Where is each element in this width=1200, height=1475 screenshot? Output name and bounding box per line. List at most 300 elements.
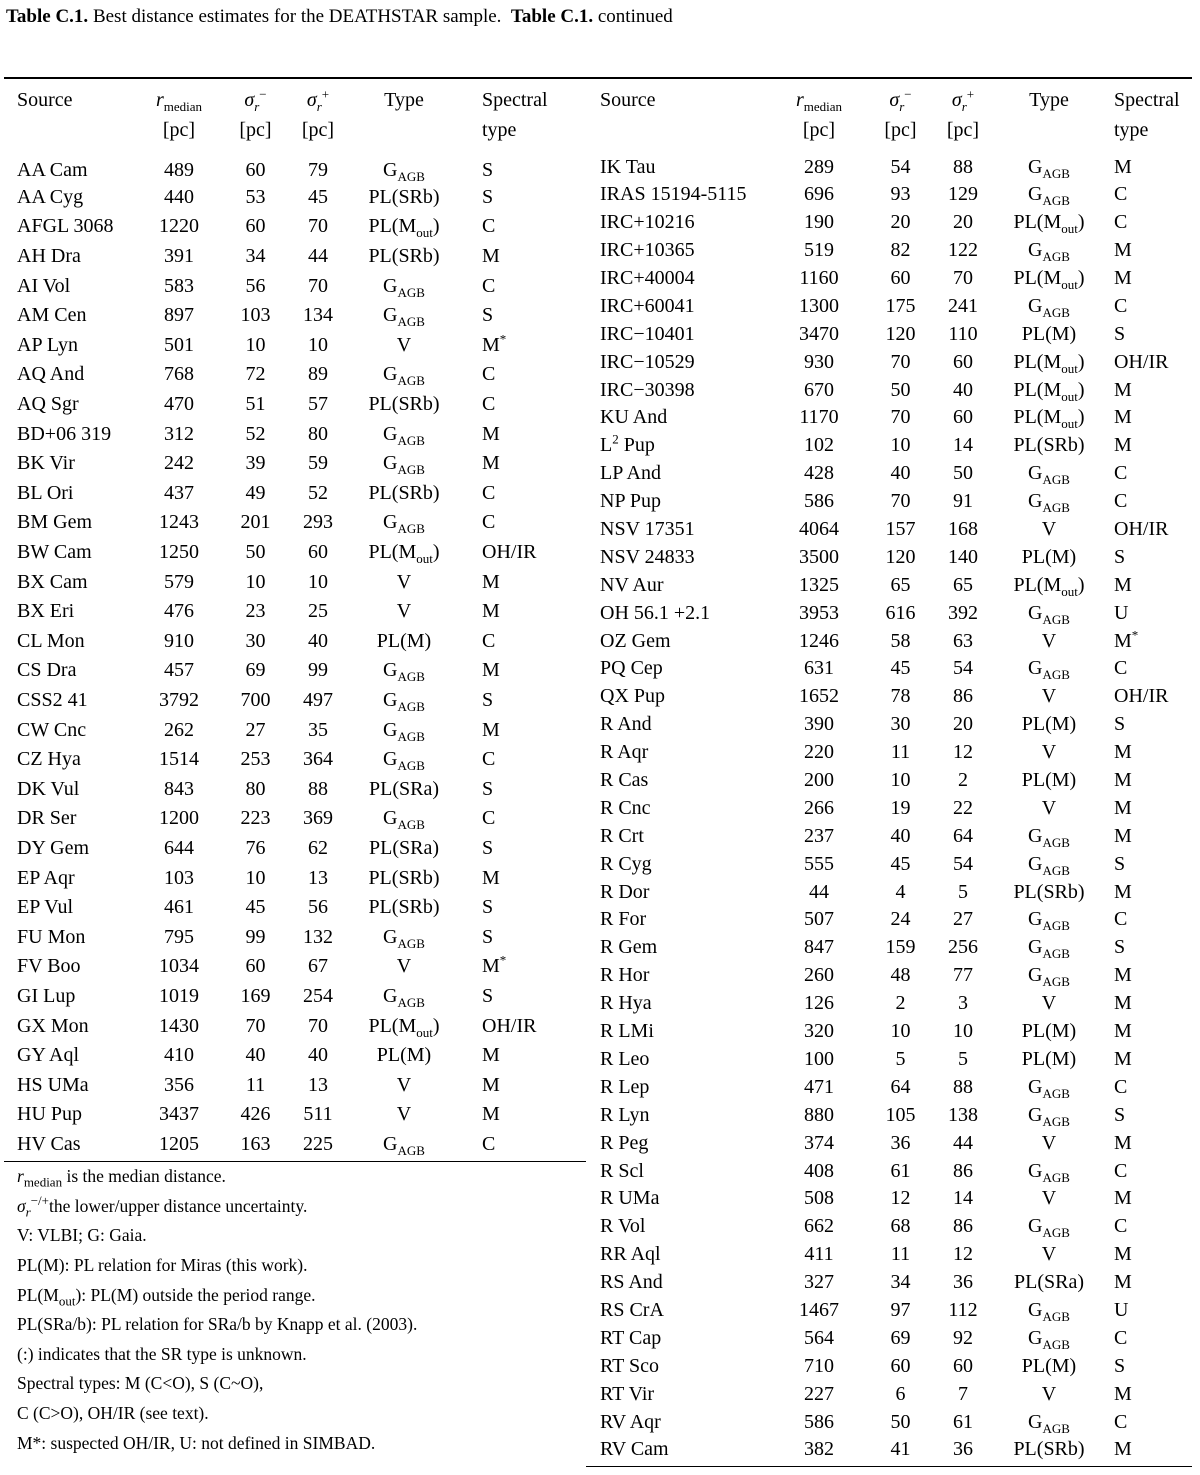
table-row	[4, 1011, 586, 1041]
cell-type: $G_{AGB}$	[1028, 156, 1070, 182]
cell-sigma-plus: 369	[303, 807, 333, 830]
cell-sigma-plus: 88	[953, 156, 973, 179]
cell-sigma-plus: 70	[953, 267, 973, 289]
cell-rmedian: 3470	[799, 322, 839, 345]
header-rmedian: $r_{median}$	[795, 89, 843, 114]
cell-source: R Cas	[600, 769, 649, 792]
table-row	[586, 460, 1192, 488]
cell-sigma-minus: 120	[885, 545, 916, 568]
cell-type: $G_{AGB}$	[1028, 824, 1070, 850]
header-type: Type	[384, 89, 424, 111]
cell-source: GY Aql	[17, 1044, 80, 1067]
cell-sigma-plus: 60	[953, 406, 973, 429]
header-unit: [pc]	[802, 119, 836, 141]
cell-source: RT Vir	[600, 1382, 655, 1405]
cell-sigma-plus: 62	[308, 836, 328, 859]
cell-sigma-minus: 58	[890, 629, 911, 652]
header-source: Source	[600, 89, 656, 111]
cell-source: GX Mon	[17, 1014, 89, 1037]
cell-type: V	[396, 600, 412, 623]
cell-source: HU Pup	[17, 1103, 83, 1126]
cell-type: $G_{AGB}$	[383, 274, 425, 300]
cell-spectral-type: M	[1114, 406, 1132, 429]
table-row	[4, 153, 586, 183]
cell-spectral-type: M	[1114, 156, 1132, 179]
cell-rmedian: 847	[804, 936, 834, 959]
cell-sigma-plus: 65	[953, 573, 973, 596]
table-row	[4, 567, 586, 597]
cell-spectral-type: M	[1114, 1020, 1132, 1043]
cell-type: $PL(M_{out})$	[1013, 350, 1085, 376]
cell-source: AH Dra	[17, 245, 81, 268]
table-row	[586, 153, 1192, 181]
cell-spectral-type: M	[482, 1044, 500, 1067]
cell-source: IRC−10529	[600, 350, 695, 373]
cell-type: $G_{AGB}$	[383, 807, 425, 833]
cell-type: $G_{AGB}$	[383, 363, 425, 389]
cell-spectral-type: C	[482, 1132, 496, 1155]
cell-type: PL(SRb)	[368, 481, 440, 504]
cell-sigma-minus: 163	[240, 1132, 271, 1155]
cell-spectral-type: M	[1114, 964, 1132, 987]
cell-rmedian: 356	[164, 1073, 194, 1096]
caption-label: Table C.1.	[6, 6, 89, 27]
cell-rmedian: 103	[164, 866, 194, 889]
cell-source: BX Cam	[17, 570, 88, 593]
cell-source: IRC−30398	[600, 378, 695, 401]
cell-rmedian: 1243	[159, 511, 199, 534]
cell-spectral-type: M	[1114, 1131, 1132, 1154]
table-row	[586, 348, 1192, 376]
cell-spectral-type: C	[1114, 1159, 1128, 1182]
cell-type: PL(M)	[1021, 713, 1077, 736]
cell-sigma-plus: 35	[308, 718, 328, 741]
cell-type: PL(SRa)	[369, 836, 439, 859]
cell-type: PL(M)	[1021, 769, 1077, 792]
cell-sigma-minus: 40	[890, 824, 911, 847]
cell-spectral-type: M	[482, 245, 500, 268]
cell-type: $G_{AGB}$	[1028, 490, 1070, 516]
cell-rmedian: 327	[804, 1271, 834, 1294]
header-spectral: Spectral	[482, 89, 548, 111]
cell-type: $G_{AGB}$	[383, 748, 425, 774]
cell-rmedian: 579	[164, 570, 194, 593]
cell-sigma-plus: 132	[303, 925, 333, 948]
cell-type: $G_{AGB}$	[383, 718, 425, 744]
cell-source: NP Pup	[600, 490, 661, 513]
note-spectral: Spectral types: M (C<O), S (C~O),	[17, 1373, 264, 1394]
cell-sigma-plus: 86	[953, 1159, 973, 1182]
cell-spectral-type: C	[482, 629, 496, 652]
cell-sigma-minus: 10	[245, 866, 266, 889]
cell-spectral-type: M	[1114, 1438, 1132, 1461]
table-row	[586, 1157, 1192, 1185]
cell-sigma-plus: 44	[308, 245, 328, 268]
cell-spectral-type: C	[1114, 1410, 1128, 1433]
cell-type: $G_{AGB}$	[1028, 852, 1070, 878]
cell-rmedian: 564	[804, 1326, 834, 1349]
table-row	[586, 1129, 1192, 1157]
table-row	[4, 390, 586, 420]
cell-sigma-plus: 61	[953, 1410, 973, 1433]
cell-type: $G_{AGB}$	[1028, 964, 1070, 990]
cell-sigma-plus: 59	[308, 452, 328, 475]
table-row	[586, 320, 1192, 348]
cell-source: BD+06 319	[17, 422, 112, 445]
cell-rmedian: 126	[804, 992, 834, 1015]
table-row	[4, 301, 586, 331]
header-spectral-2: type	[482, 119, 517, 141]
cell-rmedian: 289	[804, 156, 834, 179]
cell-sigma-minus: 105	[885, 1103, 916, 1126]
table-row	[586, 1073, 1192, 1101]
table-left	[4, 77, 586, 1458]
cell-rmedian: 1325	[799, 573, 839, 596]
cell-source: IRC+60041	[600, 294, 695, 317]
cell-type: $G_{AGB}$	[1028, 1298, 1070, 1324]
table-body-left	[4, 153, 586, 1159]
header-sigma-minus: $\sigma_r^-$	[244, 86, 267, 114]
cell-rmedian: 644	[164, 836, 194, 859]
cell-source: R Cyg	[600, 852, 652, 875]
cell-sigma-plus: 511	[303, 1103, 333, 1126]
cell-source: R And	[600, 713, 652, 736]
cell-source: R Dor	[600, 880, 650, 903]
cell-sigma-minus: 223	[240, 807, 271, 830]
table-row	[4, 745, 586, 775]
note-rmedian: $r_{median}$ is the median distance.	[17, 1166, 226, 1190]
cell-type: $G_{AGB}$	[1028, 936, 1070, 962]
cell-sigma-plus: 91	[953, 490, 973, 513]
cell-sigma-plus: 13	[308, 866, 328, 889]
cell-spectral-type: S	[1114, 322, 1126, 345]
cell-sigma-plus: 60	[308, 541, 328, 564]
cell-rmedian: 1246	[799, 629, 839, 652]
cell-sigma-minus: 54	[890, 156, 911, 179]
cell-sigma-minus: 50	[245, 541, 266, 564]
cell-sigma-plus: 25	[308, 600, 328, 623]
table-row	[586, 767, 1192, 795]
cell-rmedian: 1250	[159, 541, 199, 564]
cell-sigma-minus: 93	[890, 183, 911, 206]
cell-rmedian: 200	[804, 769, 834, 792]
header-source: Source	[17, 89, 73, 111]
cell-type: PL(M)	[376, 1044, 432, 1067]
header-spectral-2: type	[1114, 119, 1149, 141]
cell-sigma-plus: 112	[948, 1298, 978, 1321]
cell-type: $G_{AGB}$	[1028, 239, 1070, 265]
cell-source: R Peg	[600, 1131, 649, 1154]
cell-type: PL(SRb)	[368, 896, 440, 919]
table-row	[586, 1297, 1192, 1325]
cell-source: R Vol	[600, 1215, 646, 1238]
table-row	[586, 906, 1192, 934]
cell-rmedian: 768	[164, 363, 194, 386]
cell-source: IK Tau	[600, 156, 656, 179]
cell-sigma-plus: 54	[953, 852, 973, 875]
table-row	[4, 952, 586, 982]
table-row	[4, 597, 586, 627]
cell-spectral-type: M	[1114, 573, 1132, 596]
cell-sigma-minus: 2	[895, 992, 906, 1015]
cell-spectral-type: M	[1114, 992, 1132, 1015]
note-methods: V: VLBI; G: Gaia.	[17, 1225, 147, 1246]
cell-sigma-minus: 10	[890, 1020, 911, 1043]
cell-type: $G_{AGB}$	[1028, 908, 1070, 934]
cell-sigma-minus: 69	[890, 1326, 911, 1349]
cell-sigma-minus: 10	[245, 333, 266, 356]
table-row	[586, 850, 1192, 878]
cell-rmedian: 1200	[159, 807, 199, 830]
table-row	[586, 404, 1192, 432]
table-row	[586, 1324, 1192, 1352]
cell-sigma-minus: 39	[245, 452, 266, 475]
cell-sigma-minus: 10	[890, 769, 911, 792]
cell-rmedian: 1170	[799, 406, 839, 429]
cell-type: PL(SRb)	[1013, 1438, 1085, 1461]
cell-spectral-type: S	[482, 185, 494, 208]
cell-rmedian: 410	[164, 1044, 194, 1067]
cell-source: RV Cam	[600, 1438, 669, 1461]
cell-source: R Leo	[600, 1047, 650, 1070]
cell-type: V	[1041, 796, 1057, 819]
cell-sigma-plus: 40	[308, 1044, 328, 1067]
table-row	[4, 715, 586, 745]
cell-rmedian: 795	[164, 925, 194, 948]
cell-type: $G_{AGB}$	[383, 688, 425, 714]
cell-sigma-minus: 27	[245, 718, 266, 741]
cell-sigma-plus: 89	[308, 363, 328, 386]
cell-type: V	[396, 1103, 412, 1126]
cell-rmedian: 3437	[159, 1103, 199, 1126]
cell-rmedian: 390	[804, 713, 834, 736]
cell-spectral-type: M	[482, 422, 500, 445]
cell-type: $G_{AGB}$	[1028, 183, 1070, 209]
cell-rmedian: 586	[804, 490, 834, 513]
cell-spectral-type: M	[1114, 1187, 1132, 1210]
cell-sigma-minus: 68	[890, 1215, 911, 1238]
cell-sigma-plus: 256	[948, 936, 978, 959]
cell-source: R Aqr	[600, 741, 649, 764]
header-type: Type	[1029, 89, 1069, 111]
note-unknown: (:) indicates that the SR type is unknown.	[17, 1343, 307, 1364]
cell-sigma-plus: 10	[308, 333, 328, 356]
table-row	[586, 1101, 1192, 1129]
cell-source: FV Boo	[17, 955, 81, 978]
cell-sigma-minus: 24	[890, 908, 911, 931]
cell-type: $G_{AGB}$	[383, 511, 425, 537]
cell-sigma-minus: 11	[890, 741, 911, 764]
cell-source: IRAS 15194-5115	[600, 183, 747, 206]
cell-type: $G_{AGB}$	[383, 984, 425, 1010]
table-row	[586, 1018, 1192, 1046]
cell-source: R Crt	[600, 824, 644, 847]
cell-spectral-type: S	[1114, 852, 1126, 875]
cell-type: V	[396, 570, 412, 593]
cell-rmedian: 1514	[159, 748, 199, 771]
cell-sigma-minus: 40	[890, 462, 911, 485]
table-row	[586, 209, 1192, 237]
cell-sigma-plus: 92	[953, 1326, 973, 1349]
cell-spectral-type: S	[482, 984, 494, 1007]
cell-sigma-plus: 497	[303, 688, 333, 711]
cell-source: QX Pup	[600, 685, 666, 708]
cell-sigma-plus: 77	[953, 964, 973, 987]
cell-spectral-type: OH/IR	[482, 1014, 537, 1037]
cell-source: CS Dra	[17, 659, 77, 682]
cell-spectral-type: S	[482, 777, 494, 800]
table-row	[586, 1241, 1192, 1269]
cell-sigma-minus: 53	[245, 185, 266, 208]
cell-type: PL(SRb)	[368, 245, 440, 268]
caption-continued-label: Table C.1.	[510, 6, 594, 27]
cell-source: AP Lyn	[17, 333, 78, 356]
cell-sigma-plus: 129	[948, 183, 978, 206]
table-row	[586, 1408, 1192, 1436]
table-row	[586, 822, 1192, 850]
cell-sigma-minus: 34	[890, 1271, 911, 1294]
cell-sigma-plus: 110	[948, 322, 978, 345]
cell-sigma-minus: 60	[890, 1354, 911, 1377]
cell-sigma-plus: 44	[953, 1131, 973, 1154]
cell-type: PL(SRb)	[368, 393, 440, 416]
table-row	[586, 878, 1192, 906]
cell-sigma-minus: 60	[245, 215, 266, 238]
table-row	[586, 432, 1192, 460]
cell-source: BW Cam	[17, 541, 92, 564]
cell-sigma-minus: 30	[245, 629, 266, 652]
cell-source: IRC+10216	[600, 211, 695, 234]
cell-rmedian: 3792	[159, 688, 199, 711]
cell-rmedian: 102	[804, 434, 834, 457]
cell-type: PL(SRb)	[1013, 880, 1085, 903]
cell-sigma-plus: 80	[308, 422, 328, 445]
cell-spectral-type: M*	[482, 952, 507, 978]
cell-source: NSV 24833	[600, 545, 695, 568]
cell-sigma-plus: 5	[958, 880, 968, 903]
cell-source: R Lep	[600, 1075, 650, 1098]
table-row	[4, 271, 586, 301]
table-row	[586, 237, 1192, 265]
cell-sigma-minus: 159	[885, 936, 916, 959]
cell-sigma-plus: 392	[948, 601, 978, 624]
cell-type: $PL(M_{out})$	[1013, 573, 1085, 599]
cell-sigma-minus: 61	[890, 1159, 911, 1182]
cell-sigma-minus: 56	[245, 274, 266, 297]
cell-spectral-type: C	[1114, 1326, 1128, 1349]
cell-spectral-type: M	[1114, 378, 1132, 401]
table-row	[4, 419, 586, 449]
table-row	[586, 376, 1192, 404]
cell-type: V	[1041, 1187, 1057, 1210]
cell-sigma-plus: 70	[308, 274, 328, 297]
cell-source: BL Ori	[17, 481, 74, 504]
cell-spectral-type: M	[482, 718, 500, 741]
cell-type: $G_{AGB}$	[1028, 294, 1070, 320]
cell-rmedian: 242	[164, 452, 194, 475]
cell-rmedian: 262	[164, 718, 194, 741]
table-row	[586, 571, 1192, 599]
cell-source: BK Vir	[17, 452, 75, 475]
cell-rmedian: 1300	[799, 294, 839, 317]
cell-type: PL(SRb)	[368, 866, 440, 889]
cell-rmedian: 440	[164, 185, 194, 208]
cell-rmedian: 1160	[799, 267, 839, 289]
cell-spectral-type: M	[482, 659, 500, 682]
cell-sigma-plus: 50	[953, 462, 973, 485]
cell-spectral-type: S	[1114, 936, 1126, 959]
cell-sigma-minus: 41	[890, 1438, 911, 1461]
cell-sigma-minus: 52	[245, 422, 266, 445]
cell-sigma-plus: 70	[308, 1014, 328, 1037]
cell-spectral-type: S	[1114, 713, 1126, 736]
cell-sigma-minus: 99	[245, 925, 266, 948]
cell-rmedian: 897	[164, 304, 194, 327]
table-row	[586, 1269, 1192, 1297]
cell-sigma-plus: 60	[953, 1354, 973, 1377]
note-spectral-2: C (C>O), OH/IR (see text).	[17, 1402, 209, 1423]
cell-sigma-plus: 20	[953, 713, 973, 736]
cell-spectral-type: C	[482, 481, 496, 504]
cell-spectral-type: S	[482, 896, 494, 919]
cell-sigma-minus: 60	[890, 267, 911, 289]
cell-rmedian: 220	[804, 741, 834, 764]
cell-sigma-plus: 138	[948, 1103, 978, 1126]
cell-sigma-plus: 40	[308, 629, 328, 652]
cell-source: IRC+40004	[600, 267, 695, 289]
cell-source: HS UMa	[17, 1073, 89, 1096]
cell-type: $G_{AGB}$	[1028, 1326, 1070, 1352]
cell-sigma-plus: 254	[303, 984, 333, 1007]
cell-sigma-minus: 64	[890, 1075, 911, 1098]
cell-type: V	[1041, 741, 1057, 764]
table-row	[586, 1213, 1192, 1241]
cell-sigma-plus: 241	[948, 294, 978, 317]
cell-rmedian: 670	[804, 378, 834, 401]
cell-source: RV Aqr	[600, 1410, 661, 1433]
cell-sigma-minus: 45	[890, 657, 911, 680]
cell-rmedian: 374	[804, 1131, 834, 1154]
cell-sigma-minus: 60	[245, 955, 266, 978]
cell-rmedian: 470	[164, 393, 194, 416]
table-row	[4, 804, 586, 834]
cell-sigma-minus: 50	[890, 378, 911, 401]
cell-sigma-minus: 36	[890, 1131, 911, 1154]
cell-sigma-minus: 120	[885, 322, 916, 345]
note-mstar: M*: suspected OH/IR, U: not defined in SIMBAD.	[17, 1432, 376, 1453]
cell-sigma-minus: 70	[890, 406, 911, 429]
cell-source: RT Sco	[600, 1354, 659, 1377]
cell-source: CL Mon	[17, 629, 85, 652]
cell-source: IRC−10401	[600, 322, 695, 345]
cell-sigma-plus: 5	[958, 1047, 968, 1070]
cell-spectral-type: S	[482, 925, 494, 948]
table-body-right	[586, 153, 1192, 1464]
table-row	[4, 1070, 586, 1100]
table-row	[4, 479, 586, 509]
cell-source: NV Aur	[600, 573, 664, 596]
cell-rmedian: 696	[804, 183, 834, 206]
cell-source: BX Eri	[17, 600, 75, 623]
cell-sigma-minus: 70	[890, 490, 911, 513]
table-row	[586, 488, 1192, 516]
table-row	[586, 1352, 1192, 1380]
cell-rmedian: 507	[804, 908, 834, 931]
cell-source: R Scl	[600, 1159, 644, 1182]
header-unit: [pc]	[162, 119, 196, 141]
cell-source: R Hya	[600, 992, 652, 1015]
cell-sigma-minus: 23	[245, 600, 266, 623]
